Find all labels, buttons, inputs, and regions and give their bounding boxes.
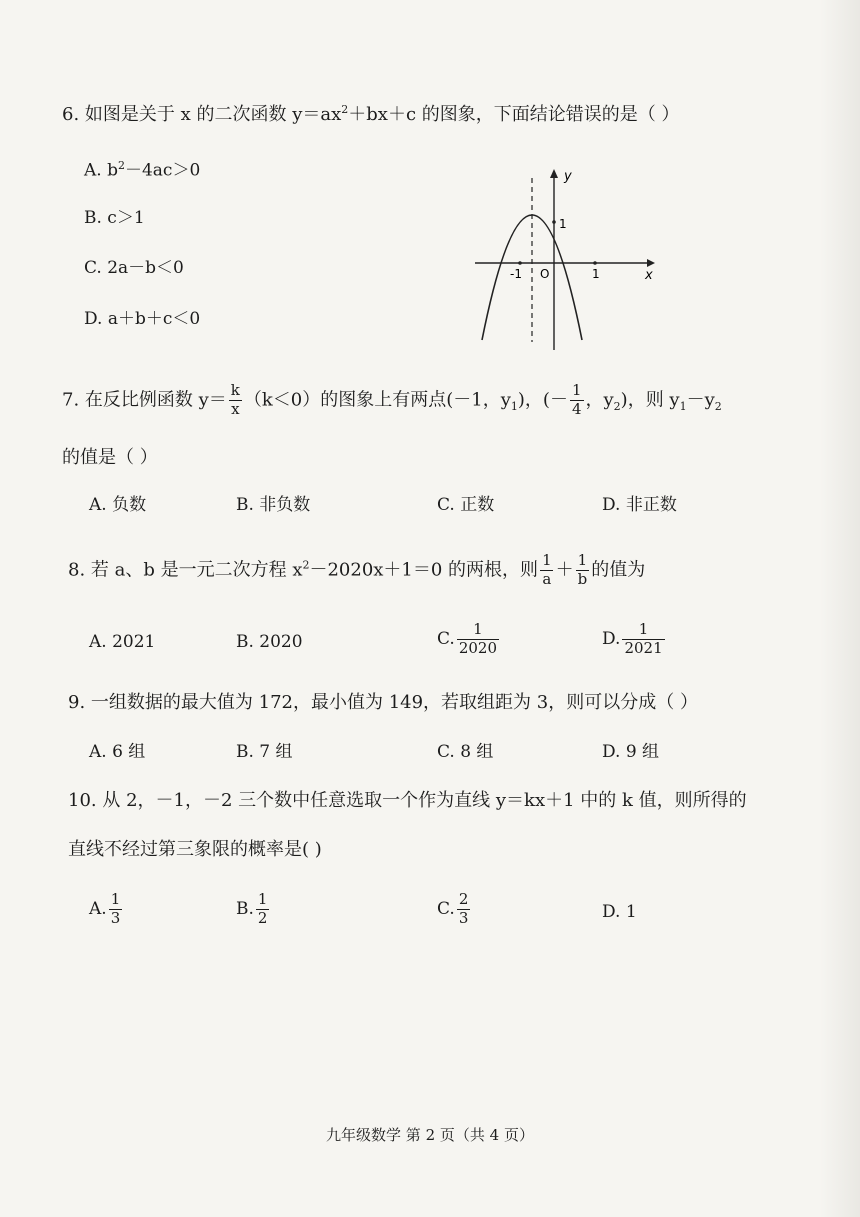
option-label: C. — [437, 898, 455, 919]
q7-option-b: B. 非负数 — [236, 495, 311, 515]
x-axis-label: x — [645, 268, 653, 283]
q9-option-a: A. 6 组 — [89, 742, 146, 762]
subscript: 2 — [714, 399, 722, 413]
fraction-numerator: 1 — [571, 381, 582, 399]
fraction-denominator: 2021 — [624, 638, 663, 657]
fraction-denominator: 2 — [257, 908, 268, 927]
fraction-numerator: 1 — [110, 890, 121, 908]
q6-stem — [62, 104, 679, 124]
fraction-denominator: 3 — [458, 908, 469, 927]
q8-plus: ＋ — [555, 559, 574, 581]
q7-fraction-k-x — [229, 383, 242, 418]
q7-stem-part: 7. 在反比例函数 y＝ — [62, 389, 227, 411]
q8-stem-part: 的值为 — [591, 559, 646, 581]
origin-label: O — [540, 267, 550, 281]
q10-stem-line2: 直线不经过第三象限的概率是( ) — [68, 839, 322, 860]
tick-neg1-label: -1 — [510, 267, 522, 281]
q10-option-b — [236, 892, 271, 927]
q8-fraction-1-a — [540, 553, 554, 588]
q7-stem-part: （k＜0）的图象上有两点(－1，y — [243, 389, 511, 411]
q6-option-c: C. 2a－b＜0 — [84, 258, 184, 278]
tick-1x-label: 1 — [592, 267, 600, 281]
tick-1y-point — [552, 220, 556, 224]
q6-parabola-graph — [465, 160, 665, 360]
option-label: B. — [236, 898, 254, 919]
q8-option-b: B. 2020 — [236, 632, 303, 652]
page-footer: 九年级数学 第 2 页（共 4 页） — [326, 1126, 534, 1144]
q10-option-b-fraction — [256, 892, 270, 927]
q8-stem-part: 8. 若 a、b 是一元二次方程 x — [68, 559, 303, 581]
fraction-denominator: 2020 — [458, 638, 497, 657]
fraction-numerator: 1 — [542, 551, 552, 569]
q10-option-c — [437, 892, 472, 927]
option-label: A. — [89, 898, 107, 919]
x-axis-arrow — [647, 259, 655, 267]
q7-fraction-1-4 — [570, 383, 584, 418]
page-edge-shadow — [820, 0, 860, 1217]
q8-option-d — [602, 622, 667, 657]
q7-stem-part: －y — [686, 389, 715, 411]
q10-option-c-fraction — [457, 892, 471, 927]
subscript: 2 — [613, 399, 621, 413]
q9-option-b: B. 7 组 — [236, 742, 293, 762]
fraction-denominator: x — [231, 399, 240, 418]
q10-option-a — [89, 892, 124, 927]
subscript: 1 — [510, 399, 518, 413]
q8-stem-sup: 2 — [302, 558, 310, 572]
fraction-denominator: a — [542, 569, 552, 588]
q7-stem-part: )，(－ — [517, 389, 568, 411]
q7-option-d: D. 非正数 — [602, 495, 677, 515]
q8-stem-part: －2020x＋1＝0 的两根，则 — [309, 559, 539, 581]
q7-stem-part: )，则 y — [620, 389, 680, 411]
q10-stem-line1: 10. 从 2，－1，－2 三个数中任意选取一个作为直线 y＝kx＋1 中的 k 值，则所得的 — [68, 790, 747, 811]
option-label: D. — [602, 628, 621, 649]
q6-option-d: D. a＋b＋c＜0 — [84, 309, 201, 329]
fraction-denominator: b — [577, 569, 588, 588]
q9-option-c: C. 8 组 — [437, 742, 494, 762]
fraction-numerator: 1 — [577, 551, 588, 569]
fraction-numerator: 2 — [458, 890, 469, 908]
q9-stem: 9. 一组数据的最大值为 172，最小值为 149，若取组距为 3，则可以分成（ ） — [68, 692, 698, 713]
q7-option-a: A. 负数 — [89, 495, 147, 515]
subscript: 1 — [679, 399, 687, 413]
q6-option-b: B. c＞1 — [84, 208, 145, 228]
q8-option-a: A. 2021 — [89, 632, 156, 652]
q10-option-d: D. 1 — [602, 902, 637, 922]
tick-1y-label: 1 — [559, 217, 567, 231]
fraction-denominator: 4 — [571, 399, 582, 418]
q7-stem — [62, 383, 722, 418]
q8-fraction-1-b — [576, 553, 590, 588]
q7-option-c: C. 正数 — [437, 495, 495, 515]
q8-option-c — [437, 622, 501, 657]
tick-1x-point — [593, 261, 597, 265]
fraction-numerator: k — [230, 381, 240, 399]
q6-stem-part: ＋bx＋c 的图象，下面结论错误的是（ ） — [348, 104, 680, 125]
q9-option-d: D. 9 组 — [602, 742, 660, 762]
tick-neg1-point — [518, 261, 522, 265]
q8-stem — [68, 553, 645, 588]
y-axis-arrow — [550, 169, 558, 178]
fraction-numerator: 1 — [638, 620, 649, 638]
y-axis-label: y — [564, 169, 572, 184]
fraction-numerator: 1 — [473, 620, 483, 638]
fraction-numerator: 1 — [257, 890, 268, 908]
q8-option-d-fraction — [622, 622, 664, 657]
q6-option-a-sup: 2 — [117, 159, 125, 172]
q6-option-a-text: －4ac＞0 — [124, 160, 201, 181]
fraction-denominator: 3 — [110, 908, 121, 927]
option-label: C. — [437, 628, 455, 649]
q6-option-a-text: A. b — [84, 160, 118, 181]
q10-option-a-fraction — [109, 892, 123, 927]
q6-stem-sup: 2 — [341, 103, 349, 116]
q7-stem-part: ，y — [585, 389, 614, 411]
q8-option-c-fraction — [457, 622, 499, 657]
q6-option-a — [84, 160, 200, 180]
q6-stem-part: 6. 如图是关于 x 的二次函数 y＝ax — [62, 104, 342, 125]
q7-stem-line2: 的值是（ ） — [62, 447, 158, 468]
